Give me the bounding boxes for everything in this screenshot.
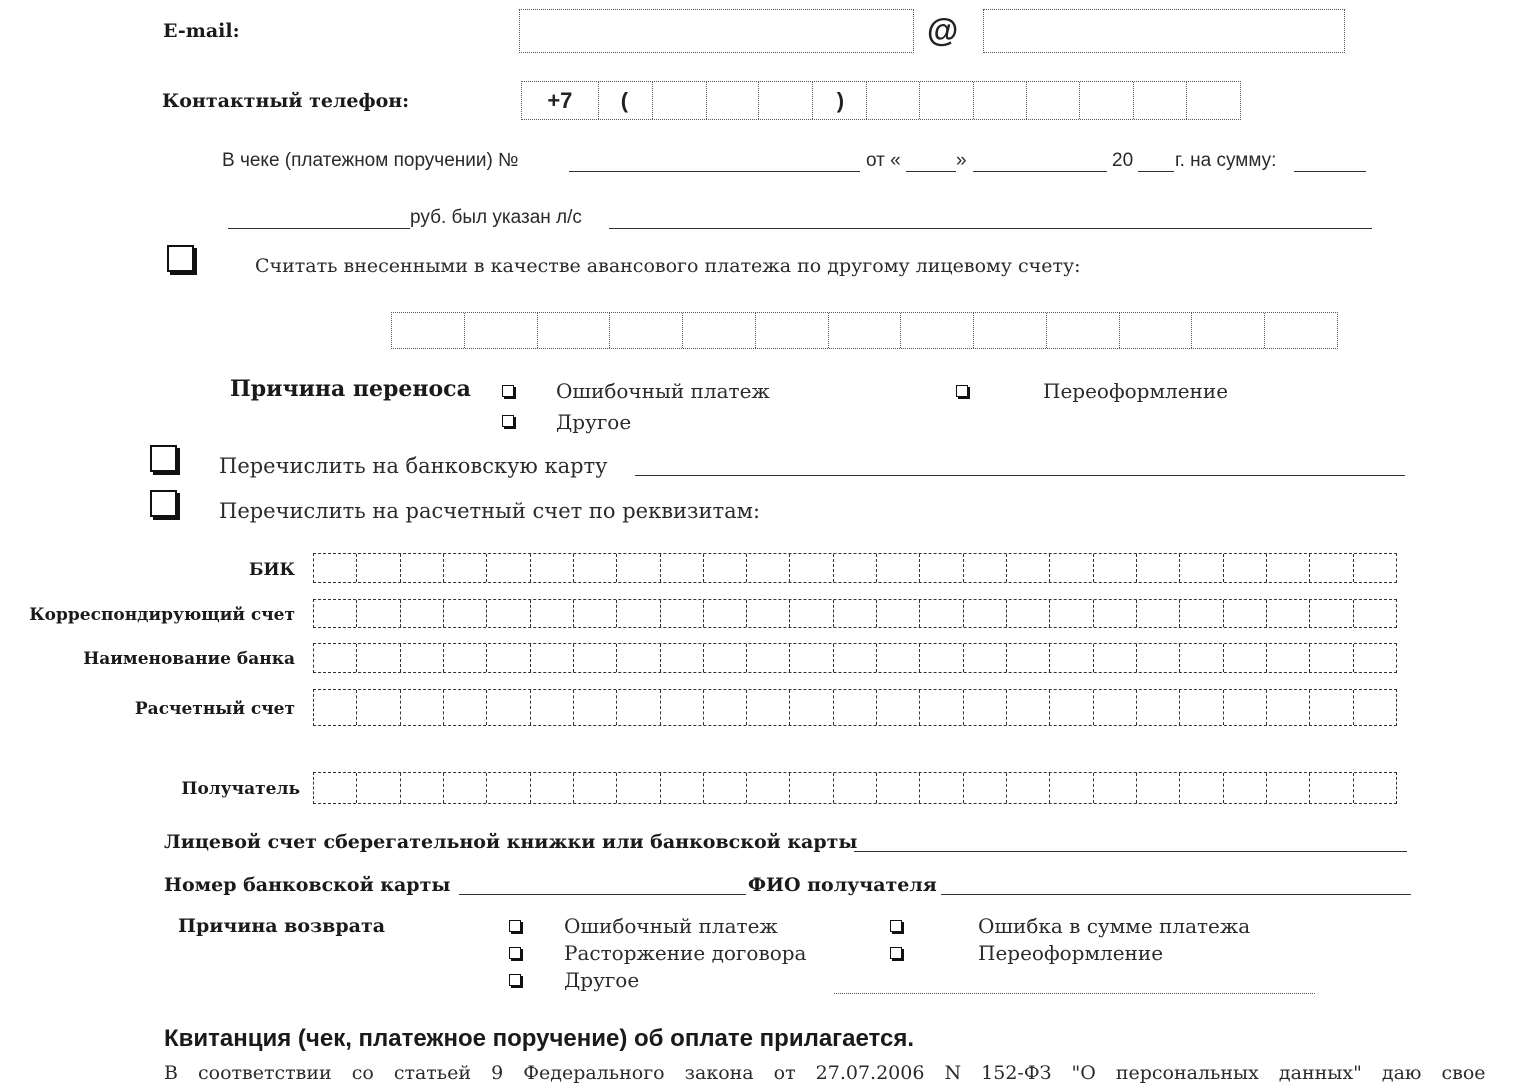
char-cell[interactable] — [1310, 690, 1353, 725]
char-cell[interactable] — [1180, 600, 1223, 627]
char-cell[interactable] — [1050, 773, 1093, 803]
transfer-reason-erroneous-checkbox[interactable] — [502, 385, 514, 397]
char-cell[interactable] — [790, 600, 833, 627]
char-cell[interactable] — [1050, 600, 1093, 627]
phone-digit-cell[interactable] — [759, 82, 813, 119]
char-cell[interactable] — [357, 600, 400, 627]
char-cell[interactable] — [1050, 690, 1093, 725]
char-cell[interactable] — [704, 644, 747, 672]
char-cell[interactable] — [487, 690, 530, 725]
check-number-label: В чеке (платежном поручении) № — [222, 150, 519, 171]
char-cell[interactable] — [487, 600, 530, 627]
transfer-reason-other-checkbox[interactable] — [502, 415, 514, 427]
char-cell[interactable] — [834, 554, 877, 582]
char-cell[interactable] — [1137, 644, 1180, 672]
char-cell[interactable] — [574, 690, 617, 725]
account-digit-cell[interactable] — [610, 313, 683, 348]
char-cell[interactable] — [1050, 554, 1093, 582]
check-sum-field[interactable] — [1294, 171, 1366, 172]
check-date-open: от « — [866, 150, 901, 171]
char-cell[interactable] — [1267, 644, 1310, 672]
recipient-label: Получатель — [181, 779, 300, 799]
transfer-reason-title: Причина переноса — [230, 376, 471, 402]
char-cell[interactable] — [314, 644, 357, 672]
char-cell[interactable] — [487, 773, 530, 803]
char-cell[interactable] — [1007, 644, 1050, 672]
char-cell[interactable] — [314, 600, 357, 627]
char-cell[interactable] — [1224, 644, 1267, 672]
char-cell[interactable] — [357, 644, 400, 672]
char-cell[interactable] — [401, 554, 444, 582]
char-cell[interactable] — [1354, 600, 1396, 627]
char-cell[interactable] — [1267, 554, 1310, 582]
char-cell[interactable] — [531, 644, 574, 672]
char-cell[interactable] — [531, 600, 574, 627]
check-sum-label: г. на сумму: — [1175, 150, 1277, 171]
char-cell[interactable] — [1050, 644, 1093, 672]
char-cell[interactable] — [1180, 554, 1223, 582]
char-cell[interactable] — [1137, 773, 1180, 803]
check-year-prefix: 20 — [1112, 150, 1134, 171]
savings-account-label: Лицевой счет сберегательной книжки или банковской карты — [164, 831, 858, 853]
char-cell[interactable] — [357, 690, 400, 725]
bank-name-label: Наименование банка — [83, 649, 295, 669]
char-cell[interactable] — [1094, 690, 1137, 725]
return-reason-other-label: Другое — [564, 968, 640, 992]
char-cell[interactable] — [487, 554, 530, 582]
account-digit-cell[interactable] — [829, 313, 902, 348]
transfer-reason-reregistration-checkbox[interactable] — [956, 385, 968, 397]
char-cell[interactable] — [1224, 690, 1267, 725]
return-reason-termination-checkbox[interactable] — [509, 947, 521, 959]
account-digit-cell[interactable] — [1047, 313, 1120, 348]
char-cell[interactable] — [1224, 600, 1267, 627]
char-cell[interactable] — [531, 554, 574, 582]
phone-digit-cell[interactable] — [1187, 82, 1240, 119]
char-cell[interactable] — [1137, 554, 1180, 582]
char-cell[interactable] — [661, 690, 704, 725]
char-cell[interactable] — [964, 773, 1007, 803]
account-digit-cell[interactable] — [974, 313, 1047, 348]
char-cell[interactable] — [834, 773, 877, 803]
char-cell[interactable] — [1094, 773, 1137, 803]
char-cell[interactable] — [444, 690, 487, 725]
char-cell[interactable] — [877, 644, 920, 672]
char-cell[interactable] — [574, 554, 617, 582]
account-digit-cell[interactable] — [756, 313, 829, 348]
phone-digit-cell[interactable] — [1080, 82, 1134, 119]
return-reason-sum-error-label: Ошибка в сумме платежа — [978, 914, 1251, 938]
char-cell[interactable] — [1267, 690, 1310, 725]
char-cell[interactable] — [487, 644, 530, 672]
char-cell[interactable] — [617, 600, 660, 627]
char-cell[interactable] — [920, 600, 963, 627]
char-cell[interactable] — [747, 690, 790, 725]
char-cell[interactable] — [790, 690, 833, 725]
char-cell[interactable] — [1094, 644, 1137, 672]
char-cell[interactable] — [401, 600, 444, 627]
char-cell[interactable] — [877, 773, 920, 803]
char-cell[interactable] — [834, 644, 877, 672]
settlement-account-cells[interactable] — [313, 689, 1397, 726]
account-details-checkbox[interactable] — [150, 490, 177, 517]
check-sum-rub-field[interactable] — [228, 228, 410, 229]
check-date-close: » — [956, 150, 967, 171]
char-cell[interactable] — [661, 773, 704, 803]
char-cell[interactable] — [834, 690, 877, 725]
char-cell[interactable] — [877, 600, 920, 627]
transfer-reason-other-label: Другое — [556, 410, 632, 434]
recipient-cells[interactable] — [313, 772, 1397, 804]
email-at-sign: @ — [927, 12, 959, 48]
transfer-reason-erroneous-label: Ошибочный платеж — [556, 379, 770, 403]
char-cell[interactable] — [747, 554, 790, 582]
account-digit-cell[interactable] — [538, 313, 611, 348]
account-digit-cell[interactable] — [465, 313, 538, 348]
phone-digit-cell[interactable] — [974, 82, 1027, 119]
advance-account-cells[interactable] — [391, 312, 1338, 349]
char-cell[interactable] — [747, 600, 790, 627]
char-cell[interactable] — [920, 773, 963, 803]
check-month-field[interactable] — [973, 171, 1107, 172]
phone-digit-cell[interactable] — [707, 82, 760, 119]
char-cell[interactable] — [661, 600, 704, 627]
bank-card-checkbox[interactable] — [150, 445, 177, 472]
char-cell[interactable] — [920, 644, 963, 672]
char-cell[interactable] — [1094, 554, 1137, 582]
char-cell[interactable] — [1137, 600, 1180, 627]
char-cell[interactable] — [1094, 600, 1137, 627]
phone-digit-cell[interactable] — [1134, 82, 1187, 119]
char-cell[interactable] — [1224, 773, 1267, 803]
corr-account-cells[interactable] — [313, 599, 1397, 628]
char-cell[interactable] — [444, 600, 487, 627]
char-cell[interactable] — [1224, 554, 1267, 582]
phone-close-paren: ) — [813, 82, 867, 119]
char-cell[interactable] — [704, 600, 747, 627]
account-digit-cell[interactable] — [392, 313, 465, 348]
char-cell[interactable] — [964, 644, 1007, 672]
consent-text: В соответствии со статьей 9 Федерального закона от 27.07.2006 N 152-ФЗ "О персональных данных" даю свое — [164, 1062, 1486, 1084]
char-cell[interactable] — [1310, 773, 1353, 803]
char-cell[interactable] — [444, 554, 487, 582]
card-number-label: Номер банковской карты — [164, 874, 451, 896]
char-cell[interactable] — [444, 773, 487, 803]
char-cell[interactable] — [704, 554, 747, 582]
char-cell[interactable] — [747, 644, 790, 672]
char-cell[interactable] — [314, 773, 357, 803]
char-cell[interactable] — [444, 644, 487, 672]
check-day-field[interactable] — [906, 171, 956, 172]
recipient-name-field[interactable] — [941, 894, 1411, 895]
char-cell[interactable] — [1007, 600, 1050, 627]
return-reason-reregistration-label: Переоформление — [978, 941, 1164, 965]
char-cell[interactable] — [661, 644, 704, 672]
account-digit-cell[interactable] — [1192, 313, 1265, 348]
char-cell[interactable] — [401, 644, 444, 672]
account-digit-cell[interactable] — [683, 313, 756, 348]
char-cell[interactable] — [1354, 690, 1396, 725]
advance-label: Считать внесенными в качестве авансового платежа по другому лицевому счету: — [255, 255, 1081, 277]
char-cell[interactable] — [964, 600, 1007, 627]
char-cell[interactable] — [617, 690, 660, 725]
bik-cells[interactable] — [313, 553, 1397, 583]
char-cell[interactable] — [1137, 690, 1180, 725]
card-number-field[interactable] — [459, 894, 746, 895]
char-cell[interactable] — [1354, 554, 1396, 582]
char-cell[interactable] — [1007, 690, 1050, 725]
char-cell[interactable] — [1310, 600, 1353, 627]
char-cell[interactable] — [1354, 773, 1396, 803]
phone-label: Контактный телефон: — [162, 90, 410, 112]
char-cell[interactable] — [401, 690, 444, 725]
phone-digit-cell[interactable] — [1027, 82, 1081, 119]
char-cell[interactable] — [1267, 600, 1310, 627]
char-cell[interactable] — [1007, 773, 1050, 803]
char-cell[interactable] — [1180, 690, 1223, 725]
phone-input-cells[interactable] — [521, 81, 1241, 120]
savings-account-field[interactable] — [854, 851, 1407, 852]
char-cell[interactable] — [401, 773, 444, 803]
phone-prefix: +7 — [522, 82, 599, 119]
bank-card-field[interactable] — [635, 475, 1405, 476]
return-reason-reregistration-checkbox[interactable] — [890, 947, 902, 959]
char-cell[interactable] — [531, 690, 574, 725]
advance-checkbox[interactable] — [167, 245, 194, 272]
char-cell[interactable] — [877, 690, 920, 725]
char-cell[interactable] — [314, 690, 357, 725]
char-cell[interactable] — [834, 600, 877, 627]
char-cell[interactable] — [1180, 773, 1223, 803]
bank-card-label: Перечислить на банковскую карту — [219, 454, 608, 478]
char-cell[interactable] — [1180, 644, 1223, 672]
char-cell[interactable] — [357, 773, 400, 803]
char-cell[interactable] — [574, 600, 617, 627]
email-user-input[interactable] — [519, 9, 914, 53]
phone-open-paren: ( — [599, 82, 653, 119]
email-domain-input[interactable] — [983, 9, 1345, 53]
char-cell[interactable] — [964, 690, 1007, 725]
char-cell[interactable] — [1354, 644, 1396, 672]
char-cell[interactable] — [617, 644, 660, 672]
char-cell[interactable] — [357, 554, 400, 582]
char-cell[interactable] — [964, 554, 1007, 582]
phone-digit-cell[interactable] — [920, 82, 974, 119]
receipt-note: Квитанция (чек, платежное поручение) об оплате прилагается. — [164, 1025, 915, 1052]
account-digit-cell[interactable] — [1265, 313, 1337, 348]
char-cell[interactable] — [920, 690, 963, 725]
char-cell[interactable] — [617, 773, 660, 803]
account-digit-cell[interactable] — [1120, 313, 1193, 348]
return-reason-other-field[interactable] — [834, 993, 1315, 994]
char-cell[interactable] — [704, 690, 747, 725]
char-cell[interactable] — [1007, 554, 1050, 582]
settlement-account-label: Расчетный счет — [134, 699, 295, 719]
account-digit-cell[interactable] — [901, 313, 974, 348]
char-cell[interactable] — [314, 554, 357, 582]
recipient-name-label: ФИО получателя — [748, 874, 937, 896]
check-account-field[interactable] — [609, 228, 1372, 229]
account-details-label: Перечислить на расчетный счет по реквизитам: — [219, 499, 761, 523]
char-cell[interactable] — [704, 773, 747, 803]
char-cell[interactable] — [920, 554, 963, 582]
char-cell[interactable] — [1267, 773, 1310, 803]
char-cell[interactable] — [617, 554, 660, 582]
check-account-label: руб. был указан л/с — [410, 207, 582, 228]
check-year-field[interactable] — [1138, 171, 1174, 172]
char-cell[interactable] — [790, 554, 833, 582]
char-cell[interactable] — [574, 644, 617, 672]
char-cell[interactable] — [1310, 554, 1353, 582]
char-cell[interactable] — [790, 644, 833, 672]
char-cell[interactable] — [747, 773, 790, 803]
char-cell[interactable] — [531, 773, 574, 803]
bik-label: БИК — [248, 560, 295, 580]
char-cell[interactable] — [574, 773, 617, 803]
corr-account-label: Корреспондирующий счет — [29, 605, 295, 625]
bank-name-cells[interactable] — [313, 643, 1397, 673]
char-cell[interactable] — [1310, 644, 1353, 672]
return-reason-sum-error-checkbox[interactable] — [890, 920, 902, 932]
return-reason-other-checkbox[interactable] — [509, 974, 521, 986]
phone-digit-cell[interactable] — [653, 82, 707, 119]
return-reason-title: Причина возврата — [178, 915, 386, 937]
return-reason-termination-label: Расторжение договора — [564, 941, 807, 965]
return-reason-erroneous-checkbox[interactable] — [509, 920, 521, 932]
check-number-field[interactable] — [569, 171, 860, 172]
transfer-reason-reregistration-label: Переоформление — [1043, 379, 1229, 403]
char-cell[interactable] — [661, 554, 704, 582]
phone-digit-cell[interactable] — [867, 82, 920, 119]
char-cell[interactable] — [790, 773, 833, 803]
return-reason-erroneous-label: Ошибочный платеж — [564, 914, 778, 938]
char-cell[interactable] — [877, 554, 920, 582]
email-label: E-mail: — [163, 20, 240, 42]
